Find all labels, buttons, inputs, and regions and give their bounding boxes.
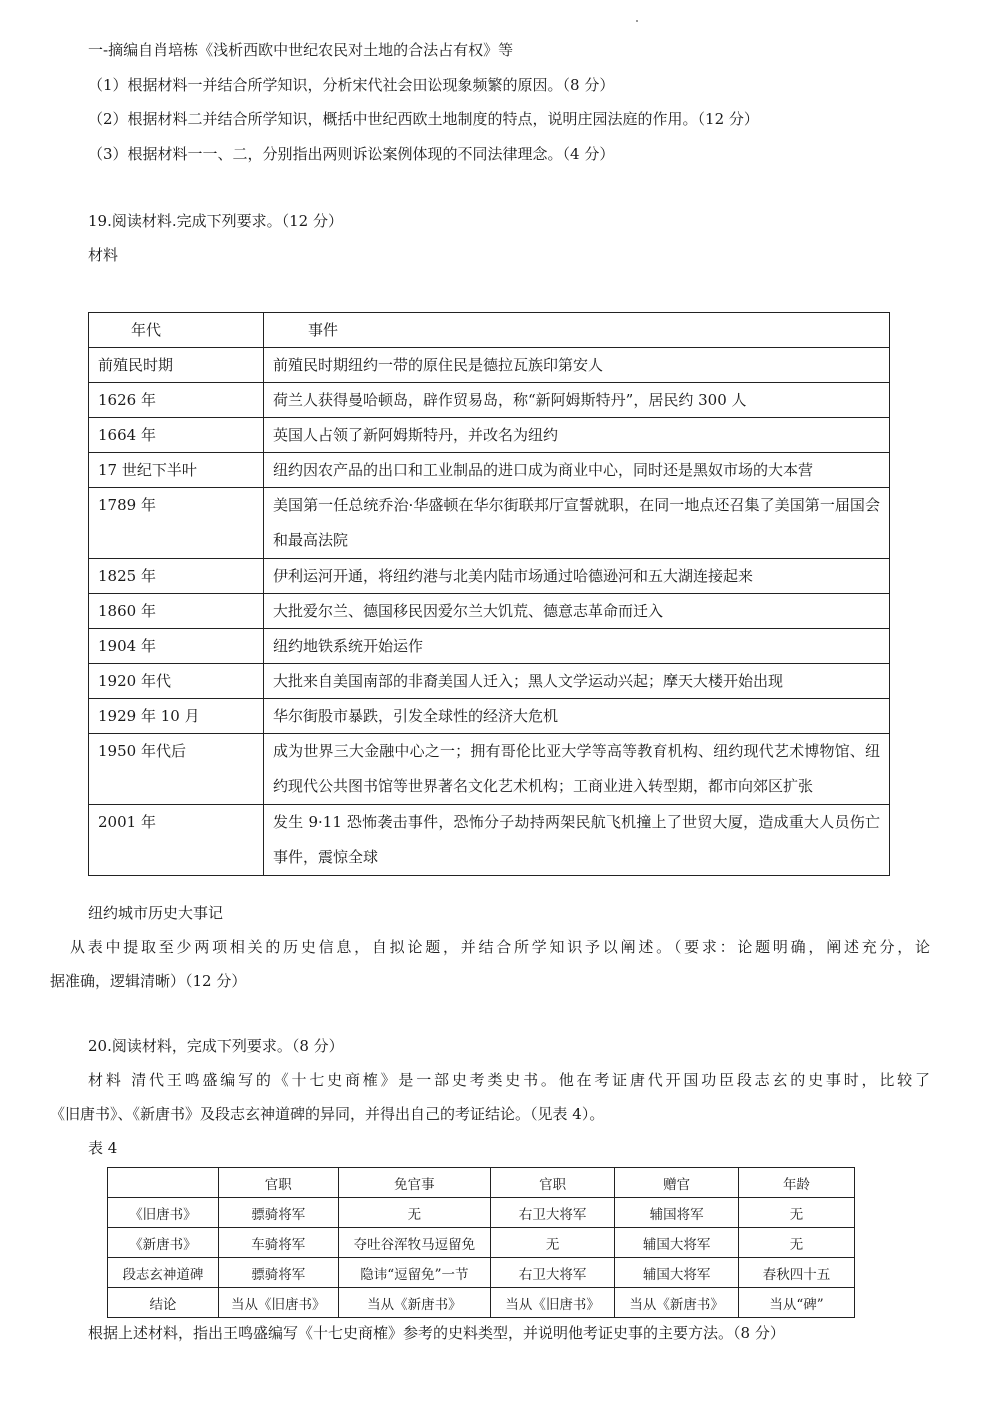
q20-material-line-1: 材料 清代王鸣盛编写的《十七史商榷》是一部史考类史书。他在考证唐代开国功臣段志玄的史事时，比较了 [88, 1071, 930, 1089]
q18-sub-question-2: （2）根据材料二并结合所学知识，概括中世纪西欧土地制度的特点，说明庄园法庭的作用。（12 分） [88, 110, 759, 128]
q19-table-caption: 纽约城市历史大事记 [88, 904, 224, 922]
era-cell: 1789 年 [89, 488, 264, 559]
table-4-row [108, 1198, 855, 1228]
table-4-cell: 无 [491, 1228, 615, 1258]
table-4-cell: 骠骑将军 [218, 1258, 338, 1288]
event-cell: 英国人占领了新阿姆斯特丹，并改名为纽约 [264, 418, 890, 453]
q18-sub-question-1: （1）根据材料一并结合所学知识，分析宋代社会田讼现象频繁的原因。（8 分） [88, 76, 615, 94]
table-row [89, 383, 890, 418]
q19-prompt-line-2: 据准确，逻辑清晰）（12 分） [50, 972, 247, 990]
event-cell: 成为世界三大金融中心之一；拥有哥伦比亚大学等高等教育机构、纽约现代艺术博物馆、纽约现代公共图书馆等世界著名文化艺术机构；工商业进入转型期，都市向郊区扩张 [264, 734, 890, 805]
q18-source: 一-摘编自肖培栋《浅析西欧中世纪农民对土地的合法占有权》等 [88, 41, 514, 59]
header-event: 事件 [264, 313, 890, 348]
table-4-cell: 辅国将军 [615, 1198, 739, 1228]
table-4-cell: 右卫大将军 [491, 1198, 615, 1228]
q20-material-line-2: 《旧唐书》、《新唐书》及段志玄神道碑的异同，并得出自己的考证结论。（见表 4）。 [50, 1105, 605, 1123]
table-4-cell: 当从《旧唐书》 [218, 1288, 338, 1318]
q20-title: 20.阅读材料，完成下列要求。（8 分） [88, 1037, 344, 1055]
q18-sub-question-3: （3）根据材料一一、二，分别指出两则诉讼案例体现的不同法律理念。（4 分） [88, 145, 615, 163]
table-4-cell: 夺吐谷浑牧马逗留免 [338, 1228, 491, 1258]
table-4-cell: 隐讳“逗留免”一节 [338, 1258, 491, 1288]
era-cell: 1825 年 [89, 559, 264, 594]
table-4-cell: 辅国大将军 [615, 1258, 739, 1288]
event-cell: 纽约地铁系统开始运作 [264, 629, 890, 664]
table-4-row [108, 1228, 855, 1258]
table-row [89, 664, 890, 699]
era-cell: 1920 年代 [89, 664, 264, 699]
table-4-comparison [107, 1167, 855, 1318]
era-cell: 1929 年 10 月 [89, 699, 264, 734]
table-4-cell: 车骑将军 [218, 1228, 338, 1258]
table-4-header-cell: 年龄 [739, 1168, 855, 1198]
table-row [89, 594, 890, 629]
table-4-cell: 段志玄神道碑 [108, 1258, 219, 1288]
table-4-cell: 当从“碑” [739, 1288, 855, 1318]
table-4-row [108, 1258, 855, 1288]
table-4-cell: 无 [739, 1198, 855, 1228]
table-4-header-row [108, 1168, 855, 1198]
event-cell: 前殖民时期纽约一带的原住民是德拉瓦族印第安人 [264, 348, 890, 383]
table-4-cell: 骠骑将军 [218, 1198, 338, 1228]
table-4-cell: 无 [739, 1228, 855, 1258]
era-cell: 1626 年 [89, 383, 264, 418]
q19-prompt-line-1: 从表中提取至少两项相关的历史信息，自拟论题，并结合所学知识予以阐述。（要求：论题明确，阐述充分，论 [70, 938, 930, 956]
q20-question: 根据上述材料，指出王鸣盛编写《十七史商榷》参考的史料类型，并说明他考证史事的主要方法。（8 分） [88, 1324, 785, 1342]
header-era: 年代 [89, 313, 264, 348]
table-4-header-cell: 免官事 [338, 1168, 491, 1198]
table-row [89, 453, 890, 488]
era-cell: 1904 年 [89, 629, 264, 664]
table-row [89, 805, 890, 876]
table-4-cell: 辅国大将军 [615, 1228, 739, 1258]
table-row [89, 559, 890, 594]
era-cell: 2001 年 [89, 805, 264, 876]
table-4-cell: 当从《旧唐书》 [491, 1288, 615, 1318]
event-cell: 发生 9·11 恐怖袭击事件，恐怖分子劫持两架民航飞机撞上了世贸大厦，造成重大人员伤亡事件，震惊全球 [264, 805, 890, 876]
table-4-cell: 无 [338, 1198, 491, 1228]
q19-title: 19.阅读材料.完成下列要求。（12 分） [88, 212, 343, 230]
table-4-header-cell [108, 1168, 219, 1198]
event-cell: 大批来自美国南部的非裔美国人迁入；黑人文学运动兴起；摩天大楼开始出现 [264, 664, 890, 699]
table-row [89, 734, 890, 805]
table-row [89, 418, 890, 453]
table-4-cell: 春秋四十五 [739, 1258, 855, 1288]
table-row [89, 348, 890, 383]
table-4-cell: 当从《新唐书》 [338, 1288, 491, 1318]
table-4-header-cell: 官职 [491, 1168, 615, 1198]
table-4-cell: 右卫大将军 [491, 1258, 615, 1288]
era-cell: 1664 年 [89, 418, 264, 453]
table-4-cell: 《旧唐书》 [108, 1198, 219, 1228]
table-4-row [108, 1288, 855, 1318]
nyc-history-table [88, 312, 890, 876]
table-4-header-cell: 官职 [218, 1168, 338, 1198]
table-4-cell: 当从《新唐书》 [615, 1288, 739, 1318]
event-cell: 大批爱尔兰、德国移民因爱尔兰大饥荒、德意志革命而迁入 [264, 594, 890, 629]
q19-material-label: 材料 [88, 246, 119, 264]
event-cell: 美国第一任总统乔治·华盛顿在华尔街联邦厅宣誓就职，在同一地点还召集了美国第一届国会和最高法院 [264, 488, 890, 559]
table-4-cell: 结论 [108, 1288, 219, 1318]
era-cell: 1950 年代后 [89, 734, 264, 805]
table-row [89, 488, 890, 559]
event-cell: 纽约因农产品的出口和工业制品的进口成为商业中心，同时还是黑奴市场的大本营 [264, 453, 890, 488]
event-cell: 华尔街股市暴跌，引发全球性的经济大危机 [264, 699, 890, 734]
table-row [89, 699, 890, 734]
q20-table-label: 表 4 [88, 1139, 118, 1157]
era-cell: 17 世纪下半叶 [89, 453, 264, 488]
event-cell: 荷兰人获得曼哈顿岛，辟作贸易岛，称“新阿姆斯特丹”，居民约 300 人 [264, 383, 890, 418]
table-header-row [89, 313, 890, 348]
event-cell: 伊利运河开通，将纽约港与北美内陆市场通过哈德逊河和五大湖连接起来 [264, 559, 890, 594]
era-cell: 前殖民时期 [89, 348, 264, 383]
scan-speck [636, 20, 638, 22]
table-4-header-cell: 赠官 [615, 1168, 739, 1198]
era-cell: 1860 年 [89, 594, 264, 629]
table-row [89, 629, 890, 664]
table-4-cell: 《新唐书》 [108, 1228, 219, 1258]
